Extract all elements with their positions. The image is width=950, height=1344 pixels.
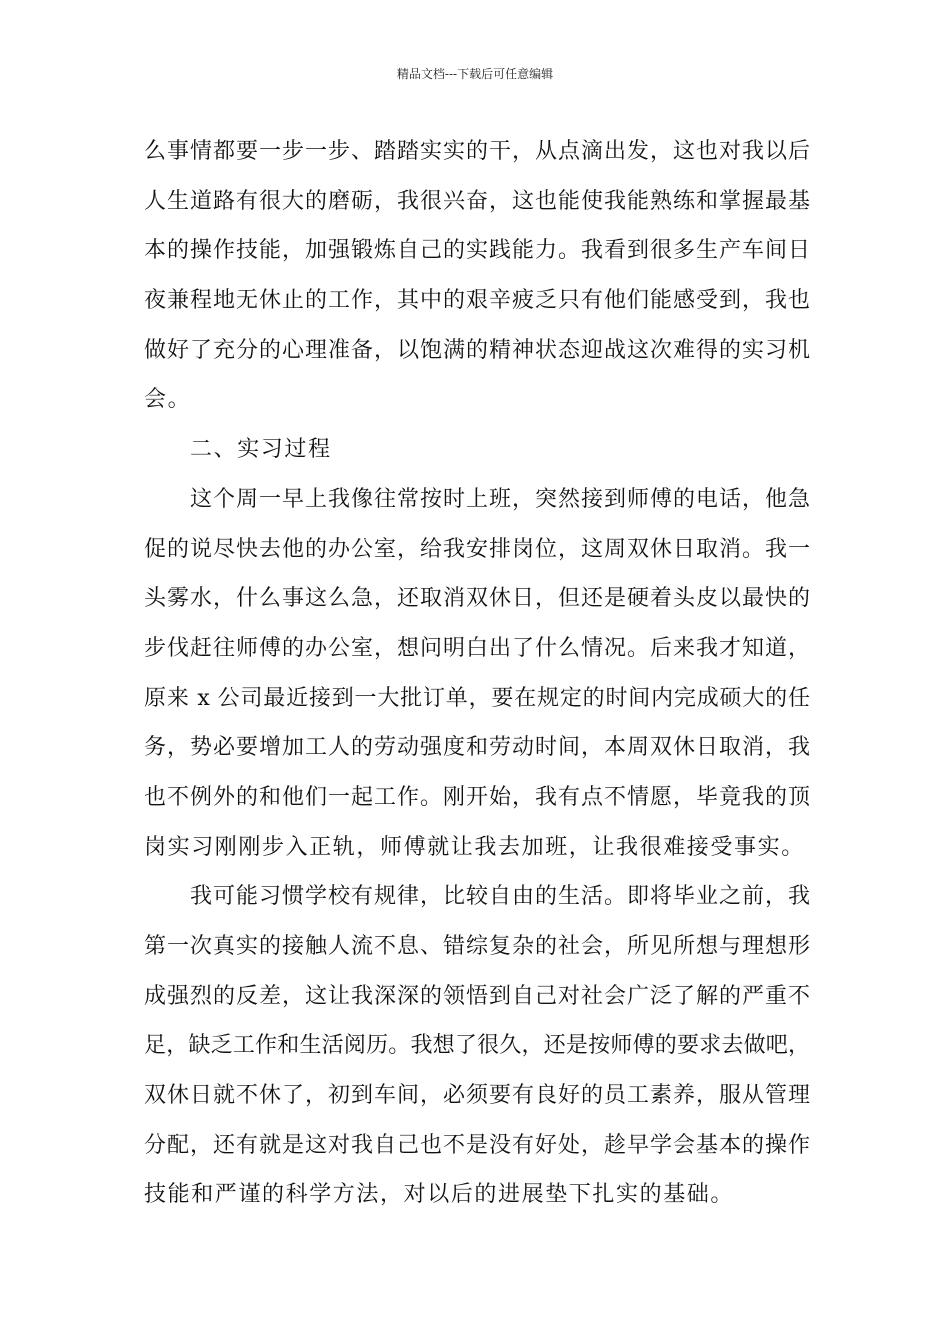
text-line: 头雾水，什么事这么急，还取消双休日，但还是硬着头皮以最快的 [144, 586, 810, 612]
text-line: 技能和严谨的科学方法，对以后的进展垫下扎实的基础。 [144, 1182, 735, 1208]
text-line: 成强烈的反差，这让我深深的领悟到自己对社会广泛了解的严重不 [144, 983, 810, 1009]
text-line: 务，势必要增加工人的劳动强度和劳动时间，本周双休日取消，我 [144, 735, 810, 761]
text-line: 步伐赶往师傅的办公室，想问明白出了什么情况。后来我才知道， [144, 635, 810, 661]
text-line: 做好了充分的心理准备，以饱满的精神状态迎战这次难得的实习机 [144, 337, 810, 363]
text-line: 岗实习刚刚步入正轨，师傅就让我去加班，让我很难接受事实。 [144, 834, 805, 860]
text-line: 分配，还有就是这对我自己也不是没有好处，趁早学会基本的操作 [144, 1132, 810, 1158]
text-line: 双休日就不休了，初到车间，必须要有良好的员工素养，服从管理 [144, 1083, 810, 1109]
text-line: 本的操作技能，加强锻炼自己的实践能力。我看到很多生产车间日 [144, 238, 810, 264]
text-line: 人生道路有很大的磨砺，我很兴奋，这也能使我能熟练和掌握最基 [144, 188, 810, 214]
text-line: 么事情都要一步一步、踏踏实实的干，从点滴出发，这也对我以后 [144, 139, 810, 164]
text-line: 这个周一早上我像往常按时上班，突然接到师傅的电话，他急 [190, 486, 810, 512]
text-line: 会。 [144, 387, 192, 413]
text-line: 夜兼程地无休止的工作，其中的艰辛疲乏只有他们能感受到，我也 [144, 288, 810, 314]
text-line: 原来 x 公司最近接到一大批订单，要在规定的时间内完成硕大的任 [144, 685, 810, 711]
text-line: 二、实习过程 [190, 437, 332, 463]
text-line: 足，缺乏工作和生活阅历。我想了很久，还是按师傅的要求去做吧， [144, 1033, 810, 1059]
text-line: 促的说尽快去他的办公室，给我安排岗位，这周双休日取消。我一 [144, 536, 810, 562]
page-header: 精品文档---下载后可任意编辑 [396, 67, 554, 81]
text-line: 也不例外的和他们一起工作。刚开始，我有点不情愿，毕竟我的顶 [144, 784, 810, 810]
document-body [144, 127, 810, 1220]
text-line: 我可能习惯学校有规律，比较自由的生活。即将毕业之前，我 [190, 884, 810, 910]
text-line: 第一次真实的接触人流不息、错综复杂的社会，所见所想与理想形 [144, 934, 810, 959]
